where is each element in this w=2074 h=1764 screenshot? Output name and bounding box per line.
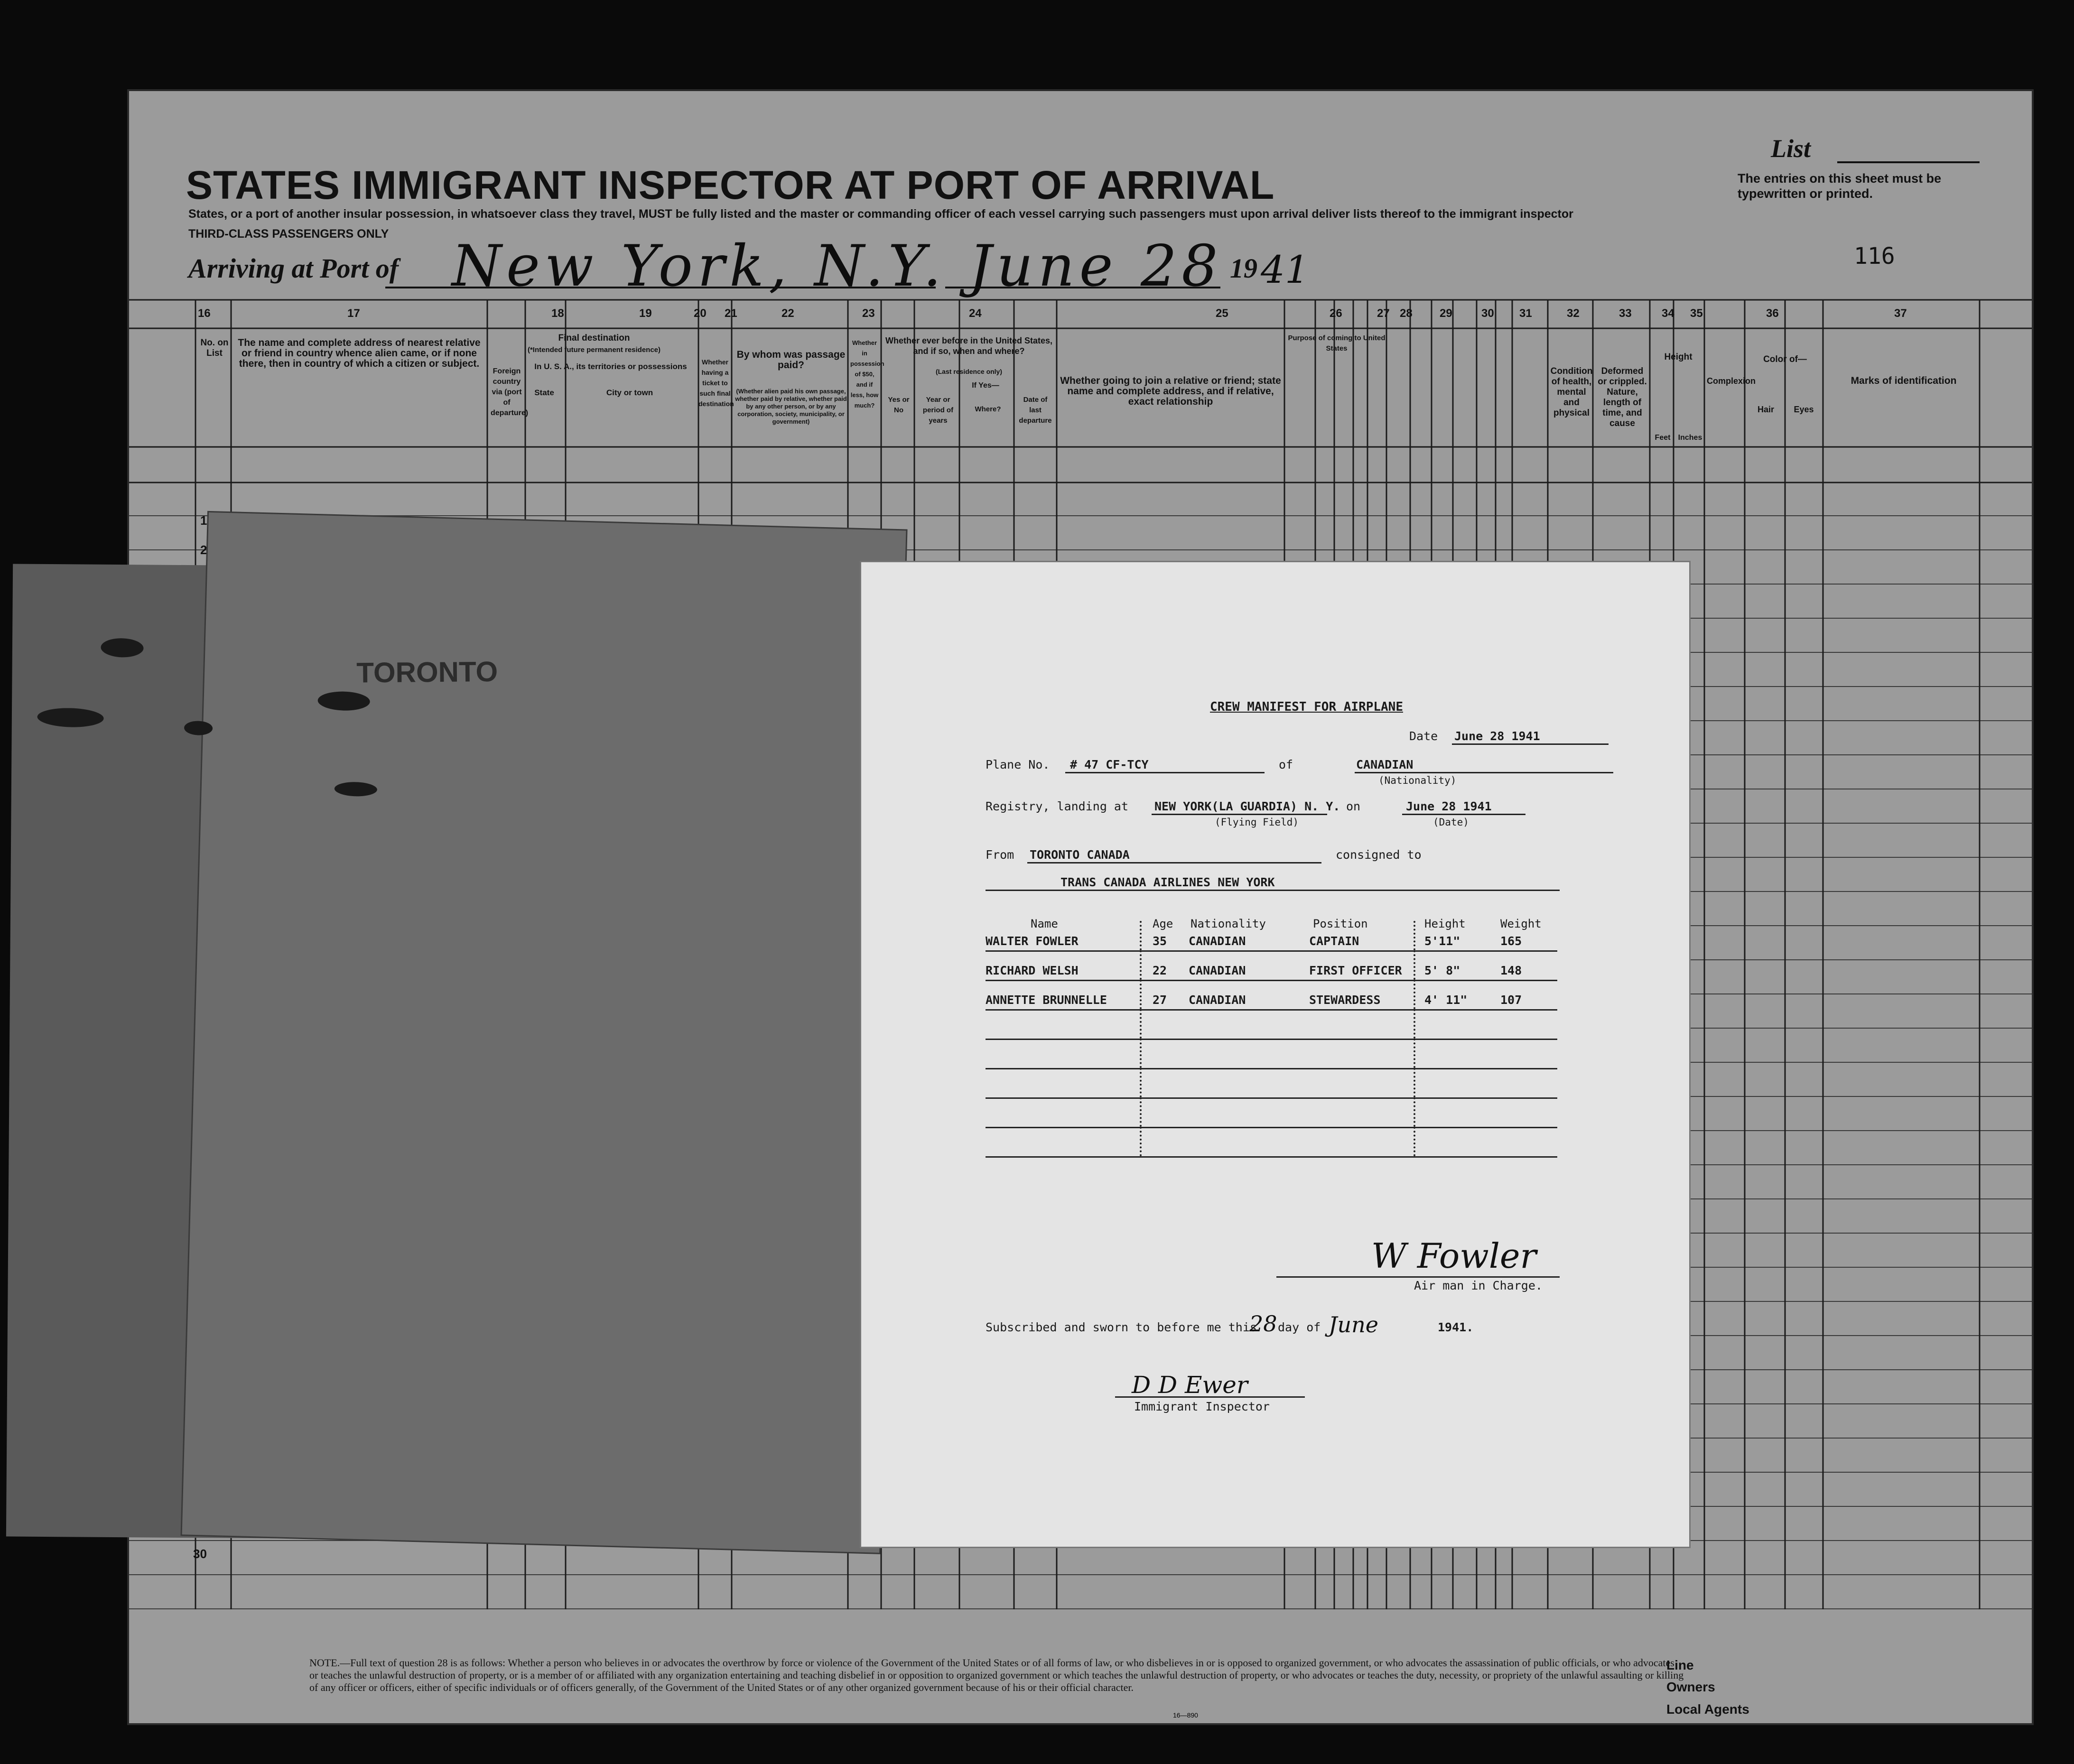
- crew-row: [986, 1097, 1557, 1128]
- header-complexion: Complexion: [1707, 376, 1756, 386]
- consignee-line: [986, 890, 1560, 891]
- header-color-of: Color of—: [1763, 354, 1807, 364]
- column-number: 34: [1662, 307, 1674, 320]
- nationality-line: [1355, 772, 1613, 773]
- column-number: 36: [1766, 307, 1779, 320]
- crew-cell-weight: 148: [1500, 964, 1522, 977]
- header-in-usa: In U. S. A., its territories or possessions: [534, 362, 687, 371]
- header-inches: Inches: [1678, 434, 1702, 442]
- column-number: 35: [1690, 307, 1703, 320]
- crew-row-separator: [1414, 921, 1418, 950]
- from-value: TORONTO CANADA: [1030, 848, 1130, 862]
- header-where: Where?: [975, 405, 1001, 413]
- sworn-year: 1941.: [1438, 1320, 1474, 1334]
- crew-cell-name: ANNETTE BRUNNELLE: [986, 993, 1107, 1007]
- header-eyes: Eyes: [1794, 405, 1814, 414]
- crew-row-separator: [1414, 950, 1418, 980]
- form-subtitle: States, or a port of another insular possession, in whatsoever class they travel, MUST be fully listed and the master or commanding officer of each vessel carrying such passengers must upon arrival deliver lists thereof to the immigrant inspector: [188, 207, 1573, 221]
- flying-field-caption: (Flying Field): [1215, 817, 1299, 828]
- date-value: June 28 1941: [1454, 729, 1540, 743]
- crew-cell-nationality: CANADIAN: [1189, 964, 1246, 977]
- crew-row-separator: [1414, 980, 1418, 1009]
- inspector-signature: D D Ewer: [1132, 1371, 1248, 1399]
- row-number-30: 30: [193, 1547, 207, 1561]
- crew-row-separator: [1140, 1127, 1144, 1156]
- ink-blot: [334, 781, 377, 797]
- plane-label: Plane No.: [986, 758, 1050, 771]
- plane-value: # 47 CF-TCY: [1070, 758, 1149, 771]
- crew-cell-height: 5' 8": [1424, 964, 1460, 977]
- sworn-month: June: [1329, 1312, 1378, 1337]
- footer-local-agents-label: Local Agents: [1666, 1702, 1749, 1717]
- crew-col-age: Age: [1153, 917, 1173, 930]
- column-number: 21: [725, 307, 737, 320]
- header-relative: The name and complete address of nearest relative or friend in country whence alien came, or if none there, then in country of which a citizen or subject.: [238, 337, 481, 369]
- consignee-value: TRANS CANADA AIRLINES NEW YORK: [1060, 875, 1275, 889]
- header-passage-note: (Whether alien paid his own passage, whether paid by relative, whether paid by any other person, or by any corporation, society, municipality, or government): [735, 388, 847, 425]
- crew-row: [986, 1039, 1557, 1069]
- crew-cell-nationality: CANADIAN: [1189, 993, 1246, 1007]
- of-label: of: [1279, 758, 1293, 771]
- crew-cell-name: RICHARD WELSH: [986, 964, 1079, 977]
- from-line: [1027, 862, 1321, 863]
- row-number-2: 2: [200, 543, 207, 557]
- crew-row-separator: [1414, 1039, 1418, 1068]
- column-number: 23: [862, 307, 875, 320]
- header-height: Height: [1664, 352, 1693, 362]
- header-final-destination-note: (*Intended future permanent residence): [527, 346, 661, 354]
- header-period: Year or period of years: [922, 396, 954, 425]
- footer-owners-label: Owners: [1666, 1680, 1715, 1694]
- crew-manifest-document: [861, 562, 1689, 1547]
- header-feet: Feet: [1655, 434, 1671, 442]
- crew-cell-age: 27: [1153, 993, 1167, 1007]
- crew-row-separator: [1414, 1009, 1418, 1039]
- airman-caption: Air man in Charge.: [1414, 1279, 1543, 1292]
- crew-cell-nationality: CANADIAN: [1189, 934, 1246, 948]
- crew-col-weight: Weight: [1500, 917, 1542, 930]
- question-28-note: NOTE.—Full text of question 28 is as follows: Whether a person who believes in or advocates the overthrow by force or violence of the Government of the United States or of all forms of law, or who disbelieves in or is opposed to organized government, or who advocates the assassination of public officials, or who advocates or teaches the unlawful destruction of property, or is a member of or affiliated with any organization entertaining and teaching disbelief in or opposition to organized government or which teaches the unlawful destruction of property, or who advocates or teaches the duty, necessity, or propriety of the unlawful assaulting or killing of any officer or officers, either of specific individuals or of officers generally, of the Government of the United States or of any other organized government because of his or their official character.: [309, 1657, 1684, 1693]
- header-before-us: Whether ever before in the United States, and if so, when and where?: [885, 336, 1053, 356]
- column-number: 30: [1481, 307, 1494, 320]
- crew-row: [986, 1009, 1557, 1040]
- column-number: 18: [551, 307, 564, 320]
- crew-row-separator: [1140, 1039, 1144, 1068]
- column-number: 19: [639, 307, 652, 320]
- crew-cell-position: CAPTAIN: [1309, 934, 1359, 948]
- port-handwritten: New York, N.Y.: [452, 233, 946, 299]
- header-purpose: Purpose of coming to United States: [1288, 334, 1386, 353]
- nationality-value: CANADIAN: [1356, 758, 1414, 771]
- footer-line-label: Line: [1666, 1658, 1694, 1672]
- crew-row: [986, 921, 1557, 952]
- landing-line: [1152, 814, 1327, 815]
- header-join-relative: Whether going to join a relative or friend; state name and complete address, and if relative, exact relationship: [1060, 375, 1281, 407]
- crew-col-position: Position: [1313, 917, 1368, 930]
- crew-col-name: Name: [1031, 917, 1058, 930]
- crew-row: [986, 950, 1557, 981]
- crew-row-separator: [1140, 1068, 1144, 1097]
- header-hair: Hair: [1757, 405, 1774, 414]
- crew-row: [986, 980, 1557, 1011]
- date-label: Date: [1409, 729, 1438, 743]
- date-handwritten: June 28: [969, 233, 1223, 299]
- column-number: 32: [1567, 307, 1580, 320]
- date-caption: (Date): [1433, 817, 1469, 828]
- crew-row-separator: [1140, 950, 1144, 980]
- landing-date: June 28 1941: [1406, 799, 1492, 813]
- column-number: 33: [1619, 307, 1632, 320]
- sworn-day-label: day of: [1278, 1320, 1321, 1334]
- column-number: 24: [969, 307, 982, 320]
- header-ticket: Whether having a ticket to such final destination: [698, 358, 734, 408]
- header-passage-paid: By whom was passage paid?: [736, 349, 846, 371]
- date-line: [1452, 743, 1609, 745]
- header-foreign-country: Foreign country via (port of departure): [491, 367, 529, 417]
- crew-cell-height: 5'11": [1424, 934, 1460, 948]
- crew-cell-weight: 107: [1500, 993, 1522, 1007]
- year-printed: 19: [1230, 253, 1257, 284]
- ink-blot: [317, 691, 370, 711]
- header-no-on-list: No. on List: [200, 338, 229, 358]
- arriving-label: Arriving at Port of: [188, 253, 399, 284]
- crew-row-separator: [1414, 1127, 1418, 1156]
- landing-value: NEW YORK(LA GUARDIA) N. Y.: [1154, 799, 1340, 813]
- nationality-caption: (Nationality): [1378, 775, 1457, 786]
- from-label: From: [986, 848, 1014, 862]
- crew-cell-weight: 165: [1500, 934, 1522, 948]
- crew-row-separator: [1414, 1068, 1418, 1097]
- crew-cell-age: 22: [1153, 964, 1167, 977]
- consigned-label: consigned to: [1336, 848, 1422, 862]
- column-number: 25: [1216, 307, 1228, 320]
- header-yes-no: Yes or No: [888, 396, 910, 414]
- inspector-caption: Immigrant Inspector: [1134, 1400, 1270, 1413]
- column-number: 29: [1440, 307, 1452, 320]
- row-number-1: 1: [200, 513, 207, 528]
- manifest-title: CREW MANIFEST FOR AIRPLANE: [1210, 700, 1403, 714]
- header-date-departure: Date of last departure: [1019, 396, 1052, 425]
- form-code: 16—890: [1173, 1711, 1198, 1719]
- plane-line: [1065, 772, 1265, 773]
- header-condition: Condition of health, mental and physical: [1550, 366, 1593, 418]
- class-note: THIRD-CLASS PASSENGERS ONLY: [188, 227, 389, 241]
- column-number: 17: [347, 307, 360, 320]
- header-marks: Marks of identification: [1851, 375, 1957, 386]
- crew-cell-name: WALTER FOWLER: [986, 934, 1079, 948]
- crew-row: [986, 1127, 1557, 1158]
- header-last-residence: (Last residence only): [935, 368, 1003, 375]
- crew-row-separator: [1140, 1009, 1144, 1039]
- header-final-destination: Final destination: [558, 333, 630, 343]
- crew-row: [986, 1068, 1557, 1099]
- column-number: 28: [1400, 307, 1413, 320]
- crew-row-separator: [1140, 980, 1144, 1009]
- entries-note: The entries on this sheet must be typewritten or printed.: [1738, 171, 1942, 201]
- sworn-prefix: Subscribed and sworn to before me this: [986, 1320, 1257, 1334]
- list-fill-line: [1837, 161, 1980, 163]
- column-number: 37: [1894, 307, 1907, 320]
- crew-cell-age: 35: [1153, 934, 1167, 948]
- column-number: 22: [781, 307, 794, 320]
- column-number: 20: [694, 307, 707, 320]
- header-state: State: [534, 388, 554, 397]
- crew-row-separator: [1414, 1097, 1418, 1127]
- sheet-number: 116: [1854, 243, 1895, 269]
- pamphlet: [182, 512, 906, 1553]
- year-handwritten: 41: [1261, 248, 1309, 292]
- sworn-day: 28: [1249, 1311, 1277, 1337]
- column-number: 26: [1330, 307, 1342, 320]
- landing-date-line: [1402, 814, 1525, 815]
- list-label: List: [1771, 134, 1811, 163]
- header-deformed: Deformed or crippled. Nature, length of time, and cause: [1598, 366, 1647, 428]
- airman-signature-line: [1276, 1276, 1560, 1278]
- header-city: City or town: [606, 388, 653, 397]
- pamphlet-title: TORONTO: [356, 655, 498, 689]
- crew-col-height: Height: [1424, 917, 1466, 930]
- crew-row-separator: [1140, 921, 1144, 950]
- registry-label: Registry, landing at: [986, 799, 1129, 813]
- crew-cell-position: STEWARDESS: [1309, 993, 1381, 1007]
- airman-signature: W Fowler: [1371, 1236, 1536, 1276]
- header-if-yes: If Yes—: [972, 381, 999, 390]
- column-number: 16: [198, 307, 211, 320]
- crew-col-nationality: Nationality: [1190, 917, 1266, 930]
- crew-cell-height: 4' 11": [1424, 993, 1468, 1007]
- crew-cell-position: FIRST OFFICER: [1309, 964, 1402, 977]
- column-number: 31: [1519, 307, 1532, 320]
- on-label: on: [1346, 799, 1361, 813]
- crew-row-separator: [1140, 1097, 1144, 1127]
- header-money: Whether in possession of $50, and if less, how much?: [850, 339, 884, 409]
- column-number: 27: [1377, 307, 1390, 320]
- form-title: STATES IMMIGRANT INSPECTOR AT PORT OF ARRIVAL: [186, 163, 1275, 207]
